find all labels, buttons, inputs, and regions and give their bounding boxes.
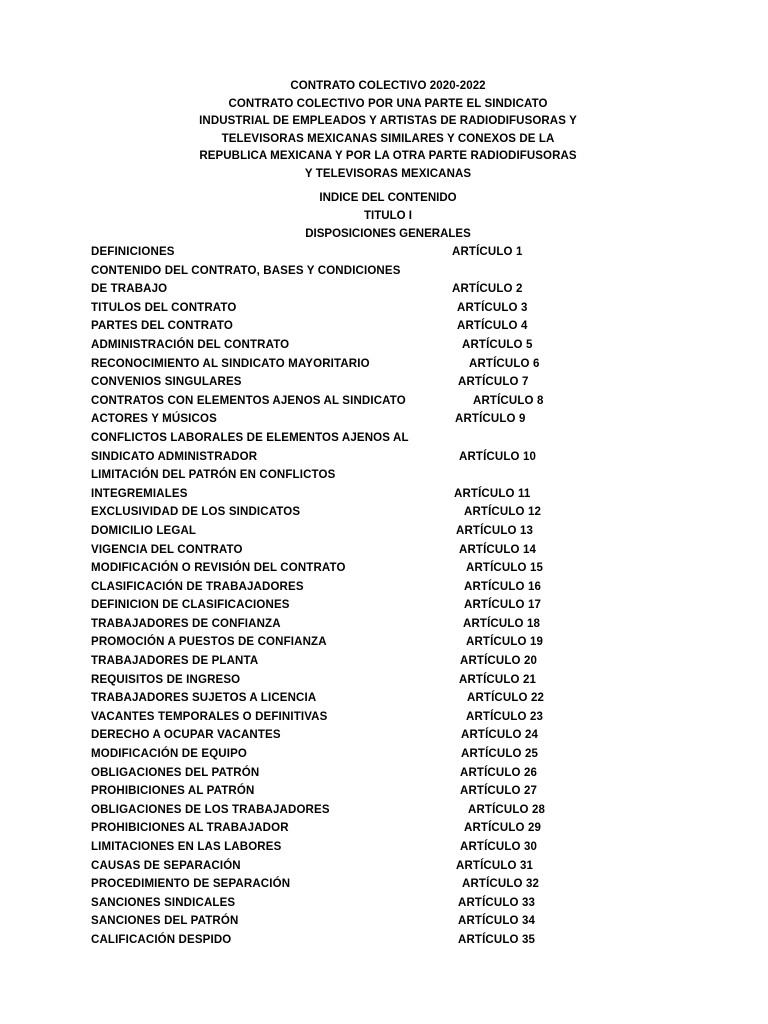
toc-entry-title: PROCEDIMIENTO DE SEPARACIÓN xyxy=(91,878,291,891)
toc-entry xyxy=(91,764,651,783)
toc-entry xyxy=(91,726,651,745)
contract-title: CONTRATO COLECTIVO 2020-2022 xyxy=(290,80,486,92)
toc-entry xyxy=(91,931,651,950)
toc-entry-title: RECONOCIMIENTO AL SINDICATO MAYORITARIO xyxy=(91,357,370,370)
toc-entry xyxy=(91,689,651,708)
toc-entry xyxy=(91,745,651,764)
toc-entry-article: ARTÍCULO 13 xyxy=(456,524,534,537)
toc-entry-article: ARTÍCULO 5 xyxy=(462,338,533,351)
toc-entry-title: LIMITACIONES EN LAS LABORES xyxy=(91,841,282,853)
index-heading-block xyxy=(190,189,586,243)
toc-entry-title: CAUSAS DE SEPARACIÓN xyxy=(91,859,241,872)
toc-entry-title: PARTES DEL CONTRATO xyxy=(91,320,233,333)
toc-entry xyxy=(91,857,651,876)
contract-header xyxy=(190,78,586,184)
toc-entry-article: ARTÍCULO 29 xyxy=(464,822,542,835)
toc-entry xyxy=(91,522,651,541)
toc-entry-title: ADMINISTRACIÓN DEL CONTRATO xyxy=(91,338,290,351)
toc-entry xyxy=(91,894,651,913)
toc-entry-title: ACTORES Y MÚSICOS xyxy=(91,413,217,426)
toc-entry xyxy=(91,466,651,485)
toc-entry xyxy=(91,392,651,411)
toc-entry xyxy=(91,262,651,281)
toc-entry-title: DEFINICION DE CLASIFICACIONES xyxy=(91,599,290,612)
toc-entry-article: ARTÍCULO 19 xyxy=(466,636,544,649)
toc-entry-title: EXCLUSIVIDAD DE LOS SINDICATOS xyxy=(91,506,301,519)
contract-subtitle-line-5: Y TELEVISORAS MEXICANAS xyxy=(304,167,472,180)
toc-entry xyxy=(91,503,651,522)
toc-entry xyxy=(91,652,651,671)
toc-entry-article: ARTÍCULO 8 xyxy=(473,394,544,407)
toc-entry-title: TRABAJADORES DE PLANTA xyxy=(91,655,259,668)
toc-entry xyxy=(91,410,651,429)
toc-entry-title: TRABAJADORES DE CONFIANZA xyxy=(91,617,281,630)
toc-entry xyxy=(91,373,651,392)
toc-entry-article: ARTÍCULO 10 xyxy=(459,450,537,463)
contract-subtitle-line-2: INDUSTRIAL DE EMPLEADOS Y ARTISTAS DE RADIODIFUSORAS Y xyxy=(199,115,577,128)
toc-entry-title: SANCIONES DEL PATRÓN xyxy=(91,915,239,928)
toc-entry-title: DERECHO A OCUPAR VACANTES xyxy=(91,729,281,742)
toc-entry xyxy=(91,243,651,262)
toc-entry xyxy=(91,336,651,355)
toc-entry xyxy=(91,838,651,857)
toc-entry-article: ARTÍCULO 17 xyxy=(464,599,542,612)
toc-entry xyxy=(91,875,651,894)
toc-entry xyxy=(91,819,651,838)
toc-entry xyxy=(91,633,651,652)
toc-entry-article: ARTÍCULO 23 xyxy=(466,710,544,723)
toc-entry-article: ARTÍCULO 14 xyxy=(459,543,537,556)
toc-entry-title: TITULOS DEL CONTRATO xyxy=(91,301,237,314)
toc-entry-title: VIGENCIA DEL CONTRATO xyxy=(91,543,243,556)
toc-entry-article: ARTÍCULO 32 xyxy=(462,878,540,891)
toc-entry-title: SANCIONES SINDICALES xyxy=(91,896,236,909)
toc-entry xyxy=(91,596,651,615)
toc-entry xyxy=(91,485,651,504)
toc-entry-title: TRABAJADORES SUJETOS A LICENCIA xyxy=(91,692,317,705)
toc-entry-title: DEFINICIONES xyxy=(91,246,175,258)
toc-entry-title: VACANTES TEMPORALES O DEFINITIVAS xyxy=(91,710,328,723)
toc-entry-title: DOMICILIO LEGAL xyxy=(91,524,197,537)
toc-entry xyxy=(91,782,651,801)
toc-entry-article: ARTÍCULO 20 xyxy=(460,655,538,668)
toc-entry-title: SINDICATO ADMINISTRADOR xyxy=(91,450,258,463)
toc-entry xyxy=(91,801,651,820)
toc-entry xyxy=(91,355,651,374)
toc-entry xyxy=(91,429,651,448)
toc-entry-article: ARTÍCULO 30 xyxy=(460,841,538,853)
toc-entry-article: ARTÍCULO 33 xyxy=(458,896,536,909)
toc-entry xyxy=(91,317,651,336)
toc-entry-article: ARTÍCULO 11 xyxy=(454,487,531,500)
index-subtitle: DISPOSICIONES GENERALES xyxy=(305,228,471,240)
contract-subtitle-line-4: REPUBLICA MEXICANA Y POR LA OTRA PARTE RADIODIFUSORAS xyxy=(199,150,577,163)
toc-entry xyxy=(91,615,651,634)
table-of-contents xyxy=(91,243,651,950)
toc-entry-title: CONVENIOS SINGULARES xyxy=(91,376,242,389)
toc-entry-article: ARTÍCULO 4 xyxy=(457,320,528,333)
toc-entry-article: ARTÍCULO 2 xyxy=(452,283,523,296)
contract-subtitle-line-3: TELEVISORAS MEXICANAS SIMILARES Y CONEXOS DE LA xyxy=(221,132,555,145)
toc-entry-title: MODIFICACIÓN O REVISIÓN DEL CONTRATO xyxy=(91,562,346,575)
toc-entry-title: CONTENIDO DEL CONTRATO, BASES Y CONDICIONES xyxy=(91,264,401,277)
toc-entry-article: ARTÍCULO 31 xyxy=(456,859,534,872)
toc-entry-title: PROHIBICIONES AL PATRÓN xyxy=(91,785,255,798)
toc-entry-title: INTEGREMIALES xyxy=(91,487,188,500)
toc-entry xyxy=(91,912,651,931)
toc-entry-article: ARTÍCULO 26 xyxy=(460,766,538,779)
toc-entry-article: ARTÍCULO 35 xyxy=(458,933,536,946)
toc-entry xyxy=(91,299,651,318)
toc-entry-title: CONFLICTOS LABORALES DE ELEMENTOS AJENOS AL xyxy=(91,431,409,444)
toc-entry xyxy=(91,559,651,578)
toc-entry-article: ARTÍCULO 27 xyxy=(460,785,538,798)
toc-entry-article: ARTÍCULO 9 xyxy=(455,413,526,426)
toc-entry-title: OBLIGACIONES DEL PATRÓN xyxy=(91,766,260,779)
toc-entry-article: ARTÍCULO 21 xyxy=(459,673,537,686)
toc-entry-title: PROHIBICIONES AL TRABAJADOR xyxy=(91,822,289,835)
toc-entry-article: ARTÍCULO 7 xyxy=(458,376,529,389)
toc-entry-title: CONTRATOS CON ELEMENTOS AJENOS AL SINDICATO xyxy=(91,394,406,407)
toc-entry-title: MODIFICACIÓN DE EQUIPO xyxy=(91,748,248,761)
toc-entry-title: CALIFICACIÓN DESPIDO xyxy=(91,933,232,946)
toc-entry xyxy=(91,671,651,690)
toc-entry-article: ARTÍCULO 25 xyxy=(461,748,539,761)
toc-entry-title: OBLIGACIONES DE LOS TRABAJADORES xyxy=(91,803,330,816)
toc-entry-article: ARTÍCULO 12 xyxy=(464,506,542,519)
toc-entry-article: ARTÍCULO 3 xyxy=(457,301,528,314)
toc-entry-article: ARTÍCULO 28 xyxy=(468,803,546,816)
toc-entry-title: CLASIFICACIÓN DE TRABAJADORES xyxy=(91,580,304,593)
toc-entry xyxy=(91,541,651,560)
toc-entry-title: LIMITACIÓN DEL PATRÓN EN CONFLICTOS xyxy=(91,469,336,482)
toc-entry-article: ARTÍCULO 1 xyxy=(452,246,523,258)
contract-subtitle-line-1: CONTRATO COLECTIVO POR UNA PARTE EL SINDICATO xyxy=(228,97,548,110)
toc-entry-title: REQUISITOS DE INGRESO xyxy=(91,673,241,686)
index-title: TITULO I xyxy=(364,210,412,222)
toc-entry-article: ARTÍCULO 24 xyxy=(461,729,539,742)
toc-entry xyxy=(91,280,651,299)
toc-entry-article: ARTÍCULO 18 xyxy=(463,617,541,630)
toc-entry-article: ARTÍCULO 6 xyxy=(469,357,540,370)
toc-entry-title: DE TRABAJO xyxy=(91,283,168,296)
index-heading: INDICE DEL CONTENIDO xyxy=(319,192,457,204)
toc-entry-article: ARTÍCULO 15 xyxy=(466,562,544,575)
toc-entry xyxy=(91,708,651,727)
toc-entry-article: ARTÍCULO 16 xyxy=(464,580,542,593)
toc-entry-title: PROMOCIÓN A PUESTOS DE CONFIANZA xyxy=(91,636,327,649)
toc-entry-article: ARTÍCULO 22 xyxy=(467,692,545,705)
toc-entry xyxy=(91,448,651,467)
toc-entry-article: ARTÍCULO 34 xyxy=(458,915,536,928)
toc-entry xyxy=(91,578,651,597)
